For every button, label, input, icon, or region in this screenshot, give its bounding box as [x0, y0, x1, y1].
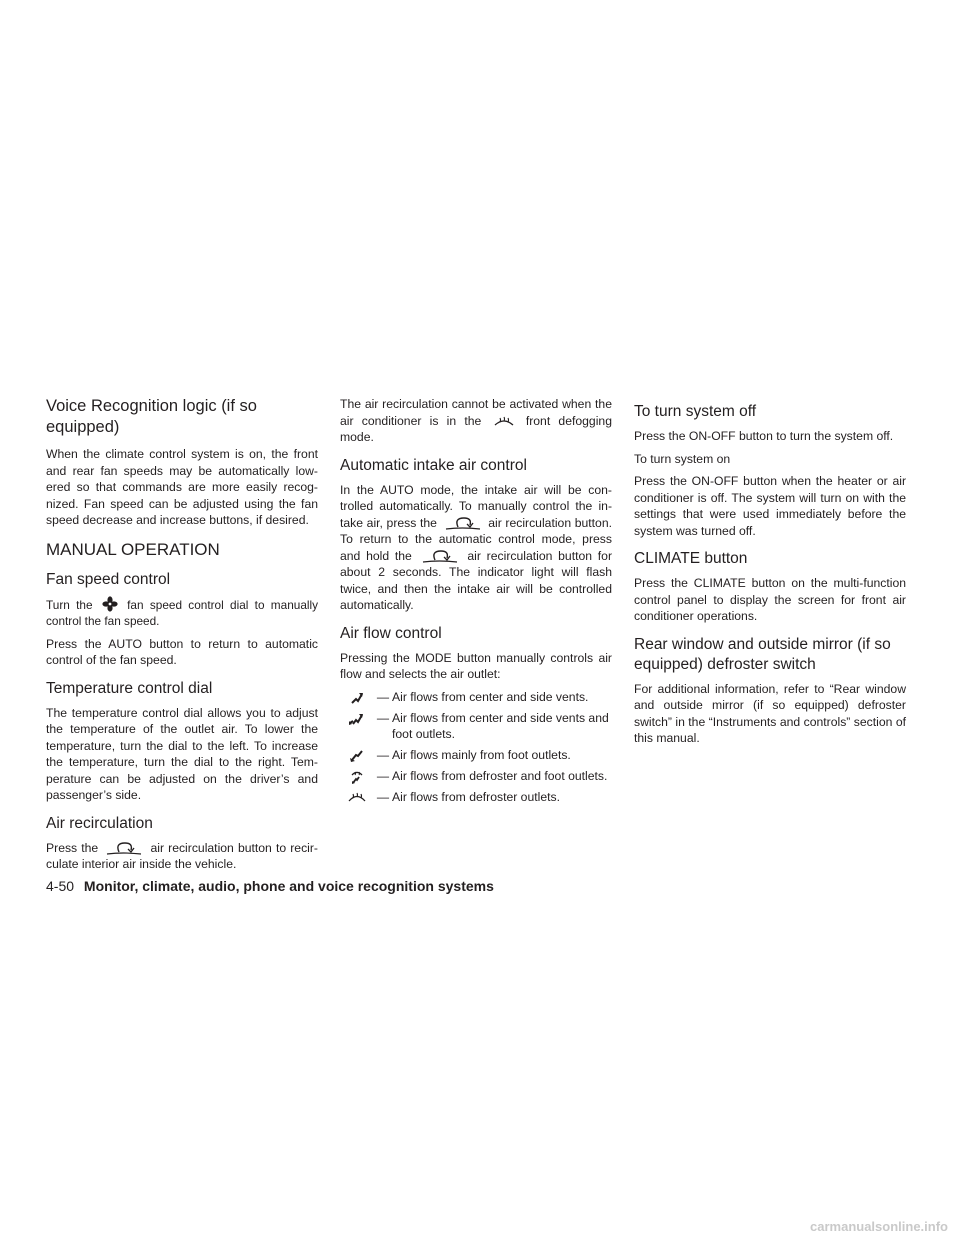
temp-text: The temperature control dial allows you to adjust the temperature of the outlet air. To lower the temperature, turn the dial to the left. To increase the temperature, turn the dial to the right. Tem-perature can be adjusted on the driver’s and passenger’s side. — [46, 705, 318, 802]
recirc-text: Press the air recirculation button to recir-culate interior air inside the vehicle. — [46, 840, 318, 871]
turn-off-text: Press the ON-OFF button to turn the system off. — [634, 429, 894, 443]
temp-heading: Temperature control dial — [46, 679, 213, 697]
fan-speed-heading: Fan speed control — [46, 570, 171, 588]
rear-defroster-text: For additional information, refer to “Rear window and outside mirror (if so equipped) defroster switch” in the “Instruments and controls” section of this manual. — [634, 681, 906, 745]
list-item: — Air flows from defroster and foot outlets. — [340, 768, 612, 785]
climate-text: Press the CLIMATE button on the multi-function control panel to display the screen for front air conditioner operations. — [634, 576, 906, 623]
recirc-heading: Air recirculation — [46, 814, 153, 832]
defroster-icon — [340, 789, 374, 804]
rear-defroster-heading: Rear window and outside mirror (if so equipped) defroster switch — [634, 635, 891, 673]
column-left — [46, 396, 318, 879]
column-right — [634, 396, 906, 753]
auto-intake-heading: Automatic intake air control — [340, 456, 527, 474]
list-item: — Air flows from center and side vents. — [340, 689, 612, 706]
vent-bilevel-icon — [340, 710, 374, 727]
air-flow-list — [340, 689, 612, 806]
vr-text: When the climate control system is on, the front and rear fan speeds may be automatically low-ered so that commands are more easily recog-nized. Fan speed can be adjusted using the fan speed decrease and increase buttons, if desired. — [46, 447, 318, 527]
vent-defrost-foot-icon — [340, 768, 374, 785]
fan-speed-text: Turn the fan speed control dial to manually control the fan speed. — [46, 597, 319, 628]
recirculation-icon — [444, 516, 482, 530]
front-defroster-icon — [493, 414, 515, 428]
list-item: — Air flows from center and side vents and foot outlets. — [340, 710, 612, 743]
air-flow-intro: Pressing the MODE button manually controls air flow and selects the air outlet: — [340, 650, 612, 681]
air-flow-heading: Air flow control — [340, 624, 442, 642]
manual-operation-heading: MANUAL OPERATION — [46, 539, 220, 559]
vr-heading: Voice Recognition logic (if so equipped) — [46, 397, 257, 436]
recirc-note: The air recirculation cannot be activated when the air conditioner is in the front defogging mode. — [340, 397, 612, 444]
recirculation-icon — [421, 549, 459, 563]
watermark: carmanualsonline.info — [810, 1219, 948, 1234]
fan-auto-text: Press the AUTO button to return to automatic control of the fan speed. — [46, 636, 318, 667]
auto-intake-text: In the AUTO mode, the intake air will be con-trolled automatically. To manually control the in-take air, press the air recirculation button. To return to the automatic control mode, press and hold the air recirculation button for about 2 seconds. The indicator light will flash twice, and then the intake air will be controlled automatically. — [340, 482, 613, 612]
fan-icon — [102, 596, 118, 612]
climate-heading: CLIMATE button — [634, 550, 748, 567]
section-title: Monitor, climate, audio, phone and voice recognition systems — [83, 878, 494, 894]
vent-face-icon — [340, 689, 374, 706]
turn-off-heading: To turn system off — [634, 403, 757, 420]
list-item: — Air flows from defroster outlets. — [340, 789, 612, 806]
list-item: — Air flows mainly from foot outlets. — [340, 747, 612, 764]
turn-on-text: Press the ON-OFF button when the heater or air conditioner is off. The system will turn on with the settings that were used immediately before the system was turned off. — [634, 474, 906, 538]
column-middle — [340, 396, 612, 809]
turn-on-label: To turn system on — [634, 451, 731, 466]
vent-foot-icon — [340, 747, 374, 764]
recirculation-icon — [105, 841, 143, 855]
page-number: 4-50 — [46, 878, 75, 894]
page-footer — [46, 878, 494, 894]
